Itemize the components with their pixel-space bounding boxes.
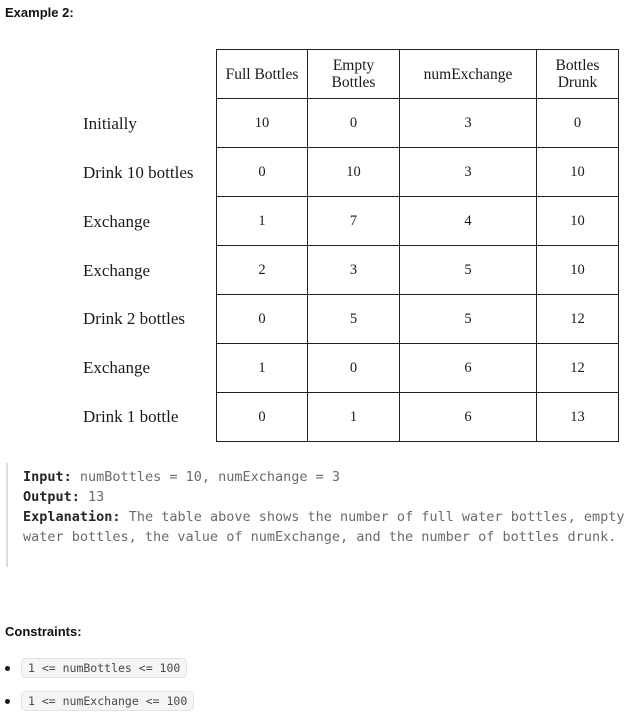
- table-cell: 2: [217, 246, 308, 295]
- table-cell: 1: [217, 344, 308, 393]
- table-cell: 4: [400, 197, 537, 246]
- table-header-row: [217, 50, 619, 99]
- input-label: Input:: [23, 469, 72, 485]
- table-row: [217, 99, 619, 148]
- table-cell: 10: [308, 148, 400, 197]
- table-row: [217, 197, 619, 246]
- header-line: Drunk: [557, 74, 598, 91]
- bullet-icon: [5, 666, 10, 671]
- output-line: [23, 487, 636, 507]
- table-cell: 5: [308, 295, 400, 344]
- table-row: [217, 246, 619, 295]
- table-cell: 12: [537, 344, 619, 393]
- table-cell: 10: [537, 246, 619, 295]
- table-row: [217, 295, 619, 344]
- example-heading: Example 2:: [5, 5, 74, 20]
- constraint-item: [5, 657, 187, 679]
- header-line: Bottles: [331, 74, 376, 91]
- table-cell: 5: [400, 246, 537, 295]
- table-cell: 10: [217, 99, 308, 148]
- explanation-text: The table above shows the number of full water bottles, empty water bottles, the value of numExchange, and the number of bottles drunk.: [23, 509, 625, 545]
- constraint-code: 1 <= numBottles <= 100: [21, 658, 187, 678]
- table-cell: 12: [537, 295, 619, 344]
- header-bottles-drunk: [537, 50, 619, 99]
- header-line: numExchange: [423, 65, 513, 83]
- table-cell: 0: [308, 99, 400, 148]
- table-cell: 10: [537, 148, 619, 197]
- row-label: Drink 2 bottles: [83, 309, 185, 328]
- row-label: Exchange: [83, 261, 151, 280]
- explanation-label: Explanation:: [23, 509, 121, 525]
- table-row: [217, 344, 619, 393]
- table-cell: 7: [308, 197, 400, 246]
- row-label: Initially: [83, 114, 137, 133]
- output-label: Output:: [23, 489, 80, 505]
- table-cell: 0: [537, 99, 619, 148]
- output-value: 13: [88, 489, 105, 505]
- table-cell: 13: [537, 393, 619, 442]
- table-cell: 3: [400, 148, 537, 197]
- table-cell: 3: [400, 99, 537, 148]
- header-line: Full Bottles: [225, 65, 299, 83]
- example-explanation-block: [6, 463, 636, 567]
- table-row: [217, 393, 619, 442]
- table-cell: 0: [217, 393, 308, 442]
- bullet-icon: [5, 699, 10, 704]
- input-value: numBottles = 10, numExchange = 3: [79, 469, 341, 485]
- row-label: Drink 1 bottle: [83, 407, 179, 426]
- table-cell: 5: [400, 295, 537, 344]
- row-label: Exchange: [83, 212, 151, 231]
- table-cell: 1: [308, 393, 400, 442]
- constraints-heading: Constraints:: [5, 624, 82, 639]
- explanation-line: [23, 507, 636, 547]
- row-label: Exchange: [83, 358, 151, 377]
- table-cell: 0: [217, 148, 308, 197]
- header-line: Bottles: [555, 57, 600, 74]
- constraint-code: 1 <= numExchange <= 100: [21, 691, 194, 711]
- table-cell: 0: [217, 295, 308, 344]
- table-cell: 1: [217, 197, 308, 246]
- table-cell: 6: [400, 344, 537, 393]
- table-cell: 10: [537, 197, 619, 246]
- header-num-exchange: [400, 50, 537, 99]
- row-label: Drink 10 bottles: [83, 163, 194, 182]
- header-full-bottles: [217, 50, 308, 99]
- table-cell: 3: [308, 246, 400, 295]
- input-line: [23, 467, 636, 487]
- header-empty-bottles: [308, 50, 400, 99]
- table-cell: 0: [308, 344, 400, 393]
- table-row: [217, 148, 619, 197]
- constraint-item: [5, 690, 194, 712]
- bottles-table: [216, 49, 619, 442]
- table-cell: 6: [400, 393, 537, 442]
- header-line: Empty: [332, 57, 375, 74]
